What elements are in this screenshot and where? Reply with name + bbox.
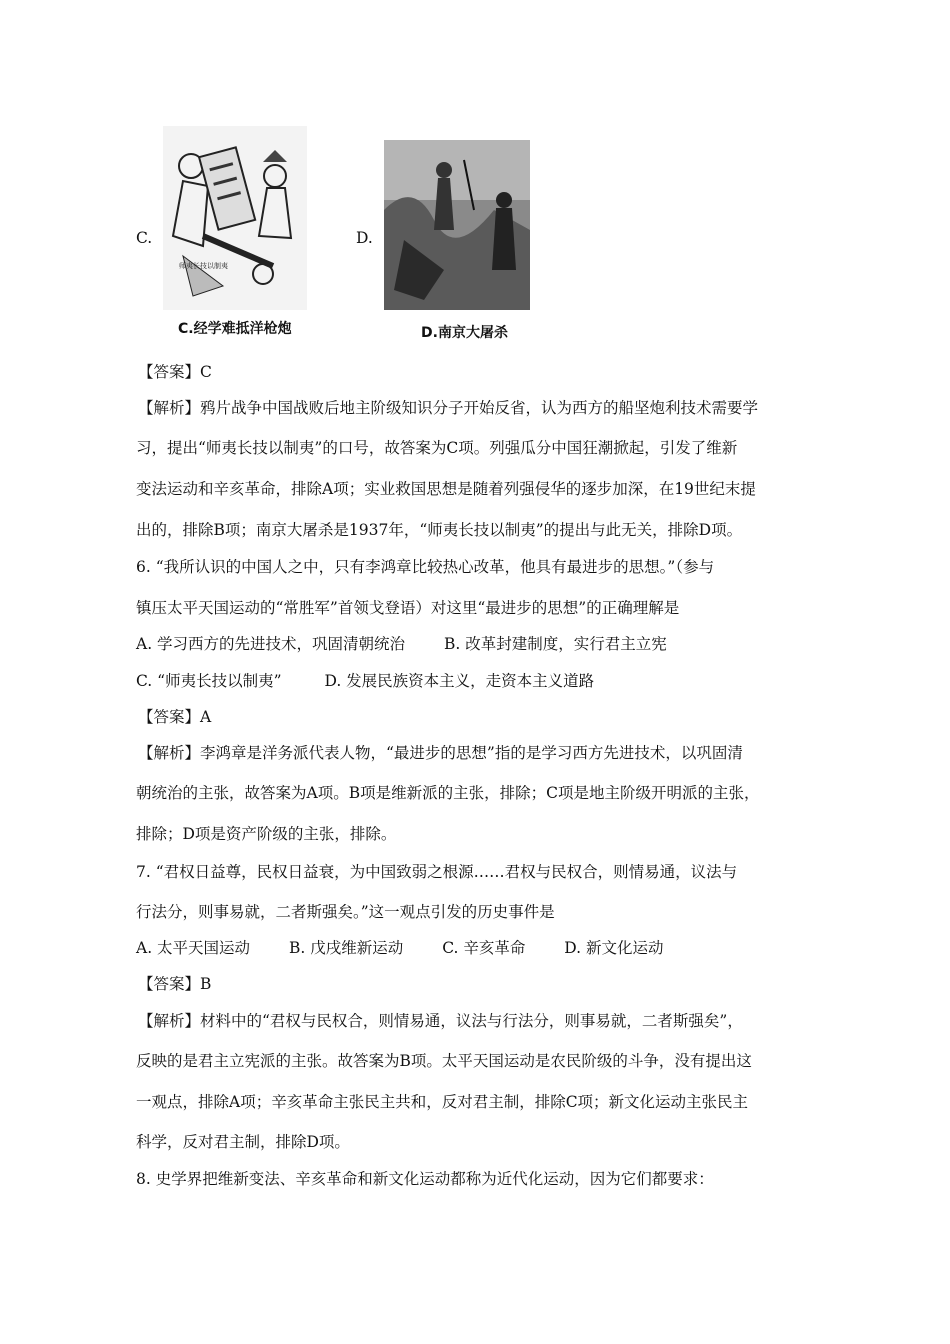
- q7-answer: 【答案】B: [138, 975, 212, 993]
- q6-option-d: D. 发展民族资本主义，走资本主义道路: [324, 672, 595, 690]
- q6-option-c: C. “师夷长技以制夷”: [136, 672, 282, 690]
- q6-option-b: B. 改革封建制度，实行君主立宪: [444, 635, 667, 653]
- q7-option-b: B. 戊戌维新运动: [289, 939, 404, 957]
- q5-analysis-line-3: 变法运动和辛亥革命，排除A项；实业救国思想是随着列强侵华的逐步加深，在19世纪末提: [136, 480, 756, 498]
- q7-option-c: C. 辛亥革命: [442, 939, 526, 957]
- q7-option-d: D. 新文化运动: [564, 939, 664, 957]
- q5-answer: 【答案】C: [138, 363, 212, 381]
- q7-option-a: A. 太平天国运动: [136, 939, 251, 957]
- q6-stem-line-2: 镇压太平天国运动的“常胜军”首领戈登语）对这里“最进步的思想”的正确理解是: [136, 599, 680, 617]
- q7-analysis-line-4: 科学，反对君主制，排除D项。: [136, 1133, 350, 1151]
- q6-options-row-2: [136, 670, 594, 692]
- q6-answer: 【答案】A: [138, 708, 212, 726]
- figure-c-caption: C.经学难抵洋枪炮: [178, 321, 292, 337]
- cartoon-inset-text: 师夷长技以制夷: [179, 262, 228, 270]
- q7-stem-line-2: 行法分，则事易就，二者斯强矣。”这一观点引发的历史事件是: [136, 903, 555, 921]
- option-d-letter: D.: [356, 229, 373, 247]
- q6-analysis-line-1: 【解析】李鸿章是洋务派代表人物，“最进步的思想”指的是学习西方先进技术，以巩固清: [138, 744, 743, 762]
- q6-analysis-line-2: 朝统治的主张，故答案为A项。B项是维新派的主张，排除；C项是地主阶级开明派的主张，: [136, 784, 760, 802]
- cartoon-image: [163, 126, 307, 310]
- q6-option-a: A. 学习西方的先进技术，巩固清朝统治: [136, 635, 406, 653]
- option-c-letter: C.: [136, 229, 153, 247]
- q5-analysis-line-1: 【解析】鸦片战争中国战败后地主阶级知识分子开始反省，认为西方的船坚炮利技术需要学: [138, 399, 759, 417]
- q8-stem: 8. 史学界把维新变法、辛亥革命和新文化运动都称为近代化运动，因为它们都要求：: [136, 1170, 714, 1188]
- q7-analysis-line-2: 反映的是君主立宪派的主张。故答案为B项。太平天国运动是农民阶级的斗争，没有提出这: [136, 1052, 752, 1070]
- q6-options-row-1: [136, 633, 667, 655]
- figure-d-caption: D.南京大屠杀: [421, 325, 508, 341]
- q6-stem-line-1: 6. “我所认识的中国人之中，只有李鸿章比较热心改革，他具有最进步的思想。”（参与: [136, 558, 715, 576]
- q6-analysis-line-3: 排除；D项是资产阶级的主张，排除。: [136, 825, 397, 843]
- q7-analysis-line-3: 一观点，排除A项；辛亥革命主张民主共和，反对君主制，排除C项；新文化运动主张民主: [136, 1093, 749, 1111]
- q7-analysis-line-1: 【解析】材料中的“君权与民权合，则情易通，议法与行法分，则事易就，二者斯强矣”，: [138, 1012, 743, 1030]
- q5-analysis-line-2: 习，提出“师夷长技以制夷”的口号，故答案为C项。列强瓜分中国狂潮掀起，引发了维新: [136, 439, 738, 457]
- q7-stem-line-1: 7. “君权日益尊，民权日益衰，为中国致弱之根源……君权与民权合，则情易通，议法与: [136, 863, 738, 881]
- photo-image: [384, 140, 530, 310]
- q5-analysis-line-4: 出的，排除B项；南京大屠杀是1937年，“师夷长技以制夷”的提出与此无关，排除D项。: [136, 521, 743, 539]
- q7-options-row: [136, 937, 664, 959]
